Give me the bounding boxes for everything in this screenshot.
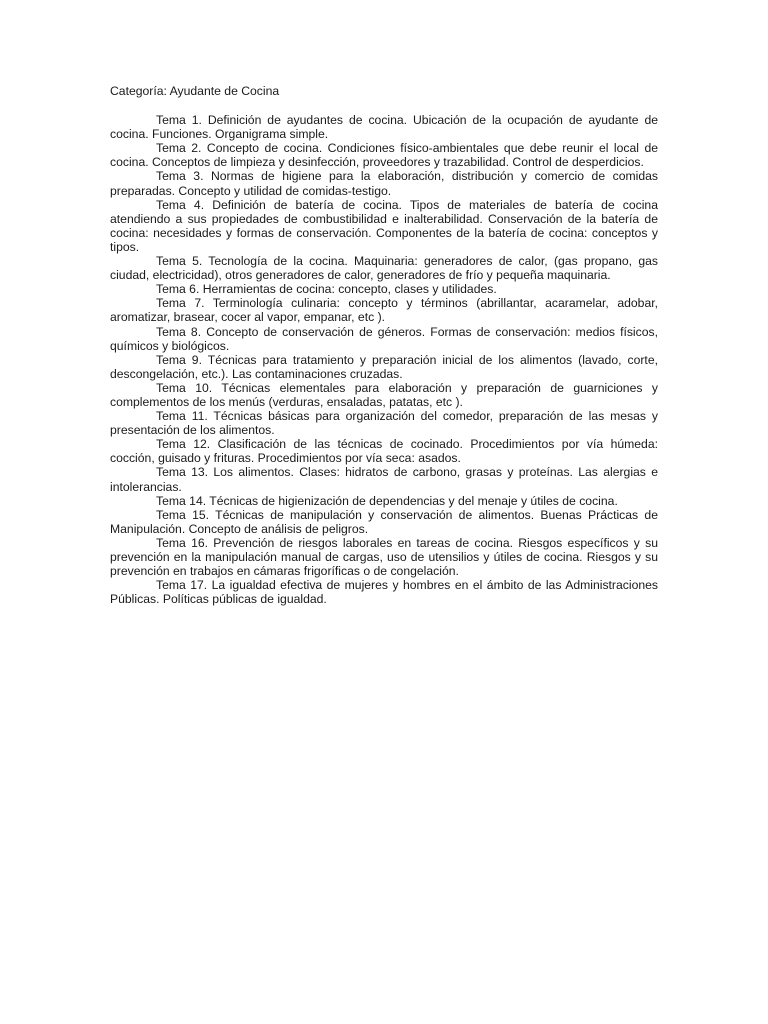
topic-17: Tema 17. La igualdad efectiva de mujeres y hombres en el ámbito de las Administraciones Públicas. Políticas públicas de igualdad. <box>110 578 658 607</box>
topic-4: Tema 4. Definición de batería de cocina. Tipos de materiales de batería de cocina atendiendo a sus propiedades de combustibilidad e inalterabilidad. Conservación de la batería de cocina: necesidades y formas de conservación. Componentes de la batería de cocina: conceptos y tipos. <box>110 197 658 254</box>
topic-6: Tema 6. Herramientas de cocina: concepto, clases y utilidades. <box>156 282 497 297</box>
topic-14: Tema 14. Técnicas de higienización de dependencias y del menaje y útiles de cocina. <box>156 493 618 508</box>
topic-3: Tema 3. Normas de higiene para la elaboración, distribución y comercio de comidas preparadas. Concepto y utilidad de comidas-testigo. <box>110 169 658 198</box>
topic-16: Tema 16. Prevención de riesgos laborales en tareas de cocina. Riesgos específicos y su prevención en la manipulación manual de cargas, uso de utensilios y útiles de cocina. Riesgos y su prevención en trabajos en cámaras frigoríficas o de congelación. <box>110 535 658 579</box>
topic-7: Tema 7. Terminología culinaria: concepto y términos (abrillantar, acaramelar, adobar, aromatizar, brasear, cocer al vapor, empanar, etc ). <box>110 296 658 325</box>
topic-10: Tema 10. Técnicas elementales para elaboración y preparación de guarniciones y complementos de los menús (verduras, ensaladas, patatas, etc ). <box>110 380 658 409</box>
topic-13: Tema 13. Los alimentos. Clases: hidratos de carbono, grasas y proteínas. Las alergias e intolerancias. <box>110 465 658 494</box>
topic-8: Tema 8. Concepto de conservación de géneros. Formas de conservación: medios físicos, químicos y biológicos. <box>110 324 658 353</box>
topic-5: Tema 5. Tecnología de la cocina. Maquinaria: generadores de calor, (gas propano, gas ciudad, electricidad), otros generadores de calor, generadores de frío y pequeña maquinaria. <box>110 254 658 283</box>
category-heading: Categoría: Ayudante de Cocina <box>110 84 280 98</box>
topic-9: Tema 9. Técnicas para tratamiento y preparación inicial de los alimentos (lavado, corte, descongelación, etc.). Las contaminaciones cruzadas. <box>110 352 658 381</box>
topic-11: Tema 11. Técnicas básicas para organización del comedor, preparación de las mesas y presentación de los alimentos. <box>110 409 658 438</box>
topic-15: Tema 15. Técnicas de manipulación y conservación de alimentos. Buenas Prácticas de Manipulación. Concepto de análisis de peligros. <box>110 507 658 536</box>
topic-12: Tema 12. Clasificación de las técnicas de cocinado. Procedimientos por vía húmeda: cocción, guisado y frituras. Procedimientos por vía seca: asados. <box>110 437 658 466</box>
document-page <box>110 84 658 606</box>
topic-2: Tema 2. Concepto de cocina. Condiciones físico-ambientales que debe reunir el local de cocina. Conceptos de limpieza y desinfección, proveedores y trazabilidad. Control de desperdicios. <box>110 141 658 170</box>
topic-1: Tema 1. Definición de ayudantes de cocina. Ubicación de la ocupación de ayudante de cocina. Funciones. Organigrama simple. <box>110 113 658 142</box>
